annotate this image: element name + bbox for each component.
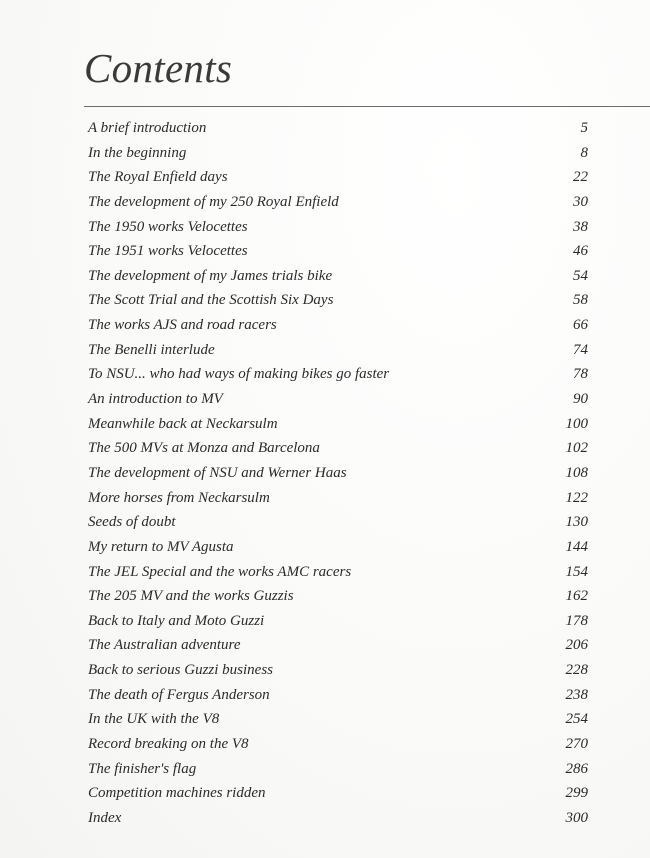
entry-title: My return to MV Agusta [88, 538, 234, 555]
contents-entry [88, 732, 588, 757]
entry-title: The Scott Trial and the Scottish Six Days [88, 292, 334, 309]
contents-entry [88, 239, 588, 264]
entry-title: A brief introduction [88, 120, 207, 136]
entry-page-number: 46 [573, 243, 588, 260]
entry-page-number: 8 [580, 144, 588, 161]
contents-entry [88, 633, 588, 658]
contents-entry [88, 781, 588, 806]
entry-title: The 1950 works Velocettes [88, 218, 248, 235]
entry-page-number: 54 [573, 267, 588, 284]
contents-entry [88, 461, 588, 486]
entry-page-number: 100 [565, 415, 588, 432]
entry-page-number: 238 [565, 686, 588, 703]
entry-page-number: 162 [565, 588, 588, 605]
contents-entry [88, 560, 588, 585]
contents-entry [88, 362, 588, 387]
contents-entry [88, 215, 588, 240]
entry-title: The Benelli interlude [88, 341, 215, 358]
entry-title: The development of my 250 Royal Enfield [88, 193, 339, 210]
entry-title: The Australian adventure [88, 637, 241, 654]
entry-title: The development of my James trials bike [88, 267, 333, 284]
entry-page-number: 58 [573, 292, 588, 309]
page-title: Contents [84, 45, 233, 91]
entry-page-number: 228 [565, 662, 588, 679]
entry-page-number: 108 [565, 464, 588, 481]
entry-page-number: 78 [573, 366, 588, 383]
contents-entry [88, 116, 588, 141]
entry-title: The development of NSU and Werner Haas [88, 464, 347, 481]
contents-entry [88, 288, 588, 313]
contents-entry [88, 387, 588, 412]
entry-page-number: 270 [565, 736, 588, 753]
entry-title: The finisher's flag [88, 760, 197, 777]
entry-title: More horses from Neckarsulm [88, 489, 270, 506]
contents-entry [88, 609, 588, 634]
entry-page-number: 144 [565, 538, 588, 555]
entry-page-number: 254 [565, 711, 588, 728]
contents-entry [88, 313, 588, 338]
entry-page-number: 74 [573, 341, 588, 358]
contents-entry [88, 165, 588, 190]
entry-title: In the beginning [88, 144, 187, 161]
entry-page-number: 178 [565, 612, 588, 629]
entry-title: The JEL Special and the works AMC racers [88, 563, 352, 580]
contents-entry [88, 683, 588, 708]
contents-entry [88, 707, 588, 732]
entry-page-number: 102 [565, 440, 588, 457]
entry-title: Record breaking on the V8 [88, 736, 249, 753]
entry-title: The 1951 works Velocettes [88, 243, 248, 260]
entry-title: The 205 MV and the works Guzzis [88, 588, 294, 605]
contents-list [88, 116, 588, 831]
entry-page-number: 90 [573, 391, 588, 408]
entry-page-number: 122 [565, 489, 588, 506]
contents-entry [88, 338, 588, 363]
entry-title: The works AJS and road racers [88, 317, 277, 334]
entry-title: The Royal Enfield days [88, 169, 228, 186]
entry-page-number: 206 [565, 637, 588, 654]
contents-entry [88, 486, 588, 511]
contents-entry [88, 412, 588, 437]
entry-title: Meanwhile back at Neckarsulm [88, 415, 278, 432]
entry-page-number: 5 [580, 120, 588, 136]
contents-entry [88, 757, 588, 782]
entry-page-number: 286 [565, 760, 588, 777]
entry-title: An introduction to MV [88, 391, 223, 408]
contents-entry [88, 190, 588, 215]
entry-title: To NSU... who had ways of making bikes go faster [88, 366, 390, 383]
entry-title: The 500 MVs at Monza and Barcelona [88, 440, 320, 457]
entry-title: Index [88, 809, 122, 826]
entry-page-number: 130 [565, 514, 588, 531]
contents-entry [88, 436, 588, 461]
entry-page-number: 300 [565, 809, 588, 826]
entry-title: Back to serious Guzzi business [88, 662, 273, 679]
contents-entry [88, 141, 588, 166]
entry-title: Competition machines ridden [88, 785, 266, 802]
entry-page-number: 299 [565, 785, 588, 802]
contents-entry [88, 658, 588, 683]
entry-page-number: 154 [565, 563, 588, 580]
title-divider [84, 106, 650, 107]
entry-title: Back to Italy and Moto Guzzi [88, 612, 265, 629]
entry-page-number: 22 [573, 169, 588, 186]
contents-entry [88, 806, 588, 831]
contents-entry [88, 535, 588, 560]
entry-title: The death of Fergus Anderson [88, 686, 270, 703]
entry-title: Seeds of doubt [88, 514, 176, 531]
entry-page-number: 30 [573, 193, 588, 210]
contents-entry [88, 264, 588, 289]
contents-entry [88, 510, 588, 535]
entry-page-number: 38 [573, 218, 588, 235]
contents-entry [88, 584, 588, 609]
entry-title: In the UK with the V8 [88, 711, 220, 728]
entry-page-number: 66 [573, 317, 588, 334]
